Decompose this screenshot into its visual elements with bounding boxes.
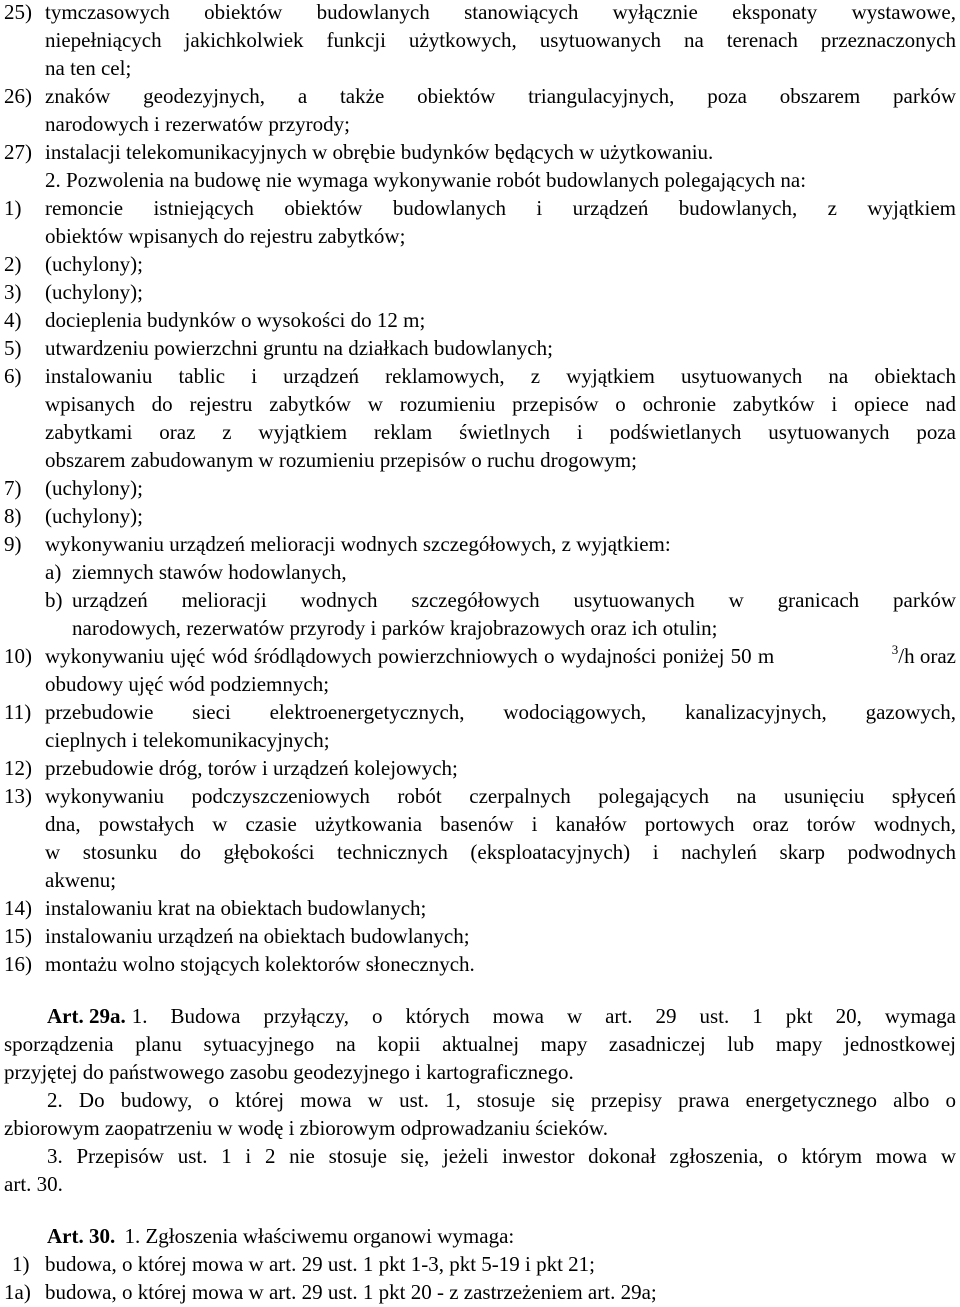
item-text: dna, powstałych w czasie użytkowania basenów i kanałów portowych oraz torów wodnych, xyxy=(45,812,956,836)
item-text: narodowych i rezerwatów przyrody; xyxy=(45,112,350,136)
subitem-text: urządzeń melioracji wodnych szczegółowych usytuowanych w granicach parków xyxy=(72,588,956,612)
item-number: 9) xyxy=(4,532,22,556)
item-text: instalowaniu krat na obiektach budowlanych; xyxy=(45,896,427,920)
subitem-letter: a) xyxy=(45,560,62,584)
article-text: zbiorowym zaopatrzeniu w wodę i zbiorowym odprowadzaniu ścieków. xyxy=(4,1116,608,1140)
item-number: 1) xyxy=(4,196,22,220)
item-number: 1) xyxy=(12,1252,30,1276)
item-text: (uchylony); xyxy=(45,252,143,276)
item-text: instalowaniu tablic i urządzeń reklamowych, z wyjątkiem usytuowanych na obiektach xyxy=(45,364,956,388)
item-text: budowa, o której mowa w art. 29 ust. 1 pkt 1-3, pkt 5-19 i pkt 21; xyxy=(45,1252,596,1276)
item-text: w stosunku do głębokości technicznych (eksploatacyjnych) i nachyleń skarp podwodnych xyxy=(45,840,956,864)
subitem-text: narodowych, rezerwatów przyrody i parków krajobrazowych oraz ich otulin; xyxy=(72,616,718,640)
article-text: 1. Budowa przyłączy, o których mowa w art. 29 ust. 1 pkt 20, wymaga xyxy=(131,1004,956,1028)
item-number: 10) xyxy=(4,644,32,668)
item-text: obszarem zabudowanym w rozumieniu przepisów o ruchu drogowym; xyxy=(45,448,637,472)
article-30-first-line xyxy=(47,1224,514,1248)
item-text-line xyxy=(45,644,956,668)
item-text: wykonywaniu ujęć wód śródlądowych powierzchniowych o wydajności poniżej 50 m xyxy=(45,644,775,668)
article-text: przyjętej do państwowego zasobu geodezyjnego i kartograficznego. xyxy=(4,1060,574,1084)
item-text: przebudowie dróg, torów i urządzeń kolejowych; xyxy=(45,756,458,780)
item-text: wykonywaniu podczyszczeniowych robót czerpalnych polegających na usunięciu spłyceń xyxy=(45,784,956,808)
item-number: 27) xyxy=(4,140,32,164)
item-number: 15) xyxy=(4,924,32,948)
item-number: 2) xyxy=(4,252,22,276)
item-text: instalacji telekomunikacyjnych w obrębie budynków będących w użytkowaniu. xyxy=(45,140,714,164)
item-number: 25) xyxy=(4,0,32,24)
article-label: Art. 29a. xyxy=(47,1004,126,1028)
item-text: cieplnych i telekomunikacyjnych; xyxy=(45,728,330,752)
item-text: montażu wolno stojących kolektorów słonecznych. xyxy=(45,952,475,976)
item-text: remoncie istniejących obiektów budowlanych i urządzeń budowlanych, z wyjątkiem xyxy=(45,196,956,220)
item-number: 3) xyxy=(4,280,22,304)
item-text: na ten cel; xyxy=(45,56,132,80)
item-text: wpisanych do rejestru zabytków w rozumieniu przepisów o ochronie zabytków i opiece nad xyxy=(45,392,956,416)
item-number: 26) xyxy=(4,84,32,108)
item-text: docieplenia budynków o wysokości do 12 m; xyxy=(45,308,426,332)
item-text: (uchylony); xyxy=(45,504,143,528)
item-text: niepełniących jakichkolwiek funkcji użytkowych, usytuowanych na terenach przeznaczonych xyxy=(45,28,956,52)
item-text: akwenu; xyxy=(45,868,117,892)
superscript-3: 3 xyxy=(891,642,899,657)
article-text: 3. Przepisów ust. 1 i 2 nie stosuje się, jeżeli inwestor dokonał zgłoszenia, o którym mowa w xyxy=(47,1144,956,1168)
item-text-end xyxy=(892,644,956,668)
item-text: (uchylony); xyxy=(45,280,143,304)
item-text: budowa, o której mowa w art. 29 ust. 1 pkt 20 - z zastrzeżeniem art. 29a; xyxy=(45,1280,657,1304)
item-number: 12) xyxy=(4,756,32,780)
item-text: obiektów wpisanych do rejestru zabytków; xyxy=(45,224,406,248)
item-text: (uchylony); xyxy=(45,476,143,500)
item-text: zabytkami oraz z wyjątkiem reklam świetlnych i podświetlanych usytuowanych poza xyxy=(45,420,956,444)
item-number: 16) xyxy=(4,952,32,976)
item-text: tymczasowych obiektów budowlanych stanowiących wyłącznie eksponaty wystawowe, xyxy=(45,0,956,24)
item-text: instalowaniu urządzeń na obiektach budowlanych; xyxy=(45,924,470,948)
item-number: 8) xyxy=(4,504,22,528)
item-text: utwardzeniu powierzchni gruntu na działkach budowlanych; xyxy=(45,336,553,360)
item-number: 7) xyxy=(4,476,22,500)
article-29a-first-line xyxy=(47,1004,956,1028)
item-number: 14) xyxy=(4,896,32,920)
article-text: 2. Do budowy, o której mowa w ust. 1, stosuje się przepisy prawa energetycznego albo o xyxy=(47,1088,956,1112)
item-number: 13) xyxy=(4,784,32,808)
item-text: wykonywaniu urządzeń melioracji wodnych szczegółowych, z wyjątkiem: xyxy=(45,532,671,556)
section-heading: 2. Pozwolenia na budowę nie wymaga wykonywanie robót budowlanych polegających na: xyxy=(45,168,807,192)
subitem-text: ziemnych stawów hodowlanych, xyxy=(72,560,347,584)
article-text: art. 30. xyxy=(4,1172,63,1196)
article-label: Art. 30. xyxy=(47,1224,116,1248)
item-text: znaków geodezyjnych, a także obiektów triangulacyjnych, poza obszarem parków xyxy=(45,84,956,108)
item-number: 6) xyxy=(4,364,22,388)
article-text: sporządzenia planu sytuacyjnego na kopii aktualnej mapy zasadniczej lub mapy jednostkowej xyxy=(4,1032,956,1056)
article-text: 1. Zgłoszenia właściwemu organowi wymaga: xyxy=(124,1224,515,1248)
item-text: przebudowie sieci elektroenergetycznych, wodociągowych, kanalizacyjnych, gazowych, xyxy=(45,700,956,724)
item-number: 4) xyxy=(4,308,22,332)
item-number: 1a) xyxy=(4,1280,31,1304)
item-number: 5) xyxy=(4,336,22,360)
item-text: /h oraz xyxy=(898,644,956,668)
item-number: 11) xyxy=(4,700,32,724)
subitem-letter: b) xyxy=(45,588,63,612)
item-text: obudowy ujęć wód podziemnych; xyxy=(45,672,330,696)
